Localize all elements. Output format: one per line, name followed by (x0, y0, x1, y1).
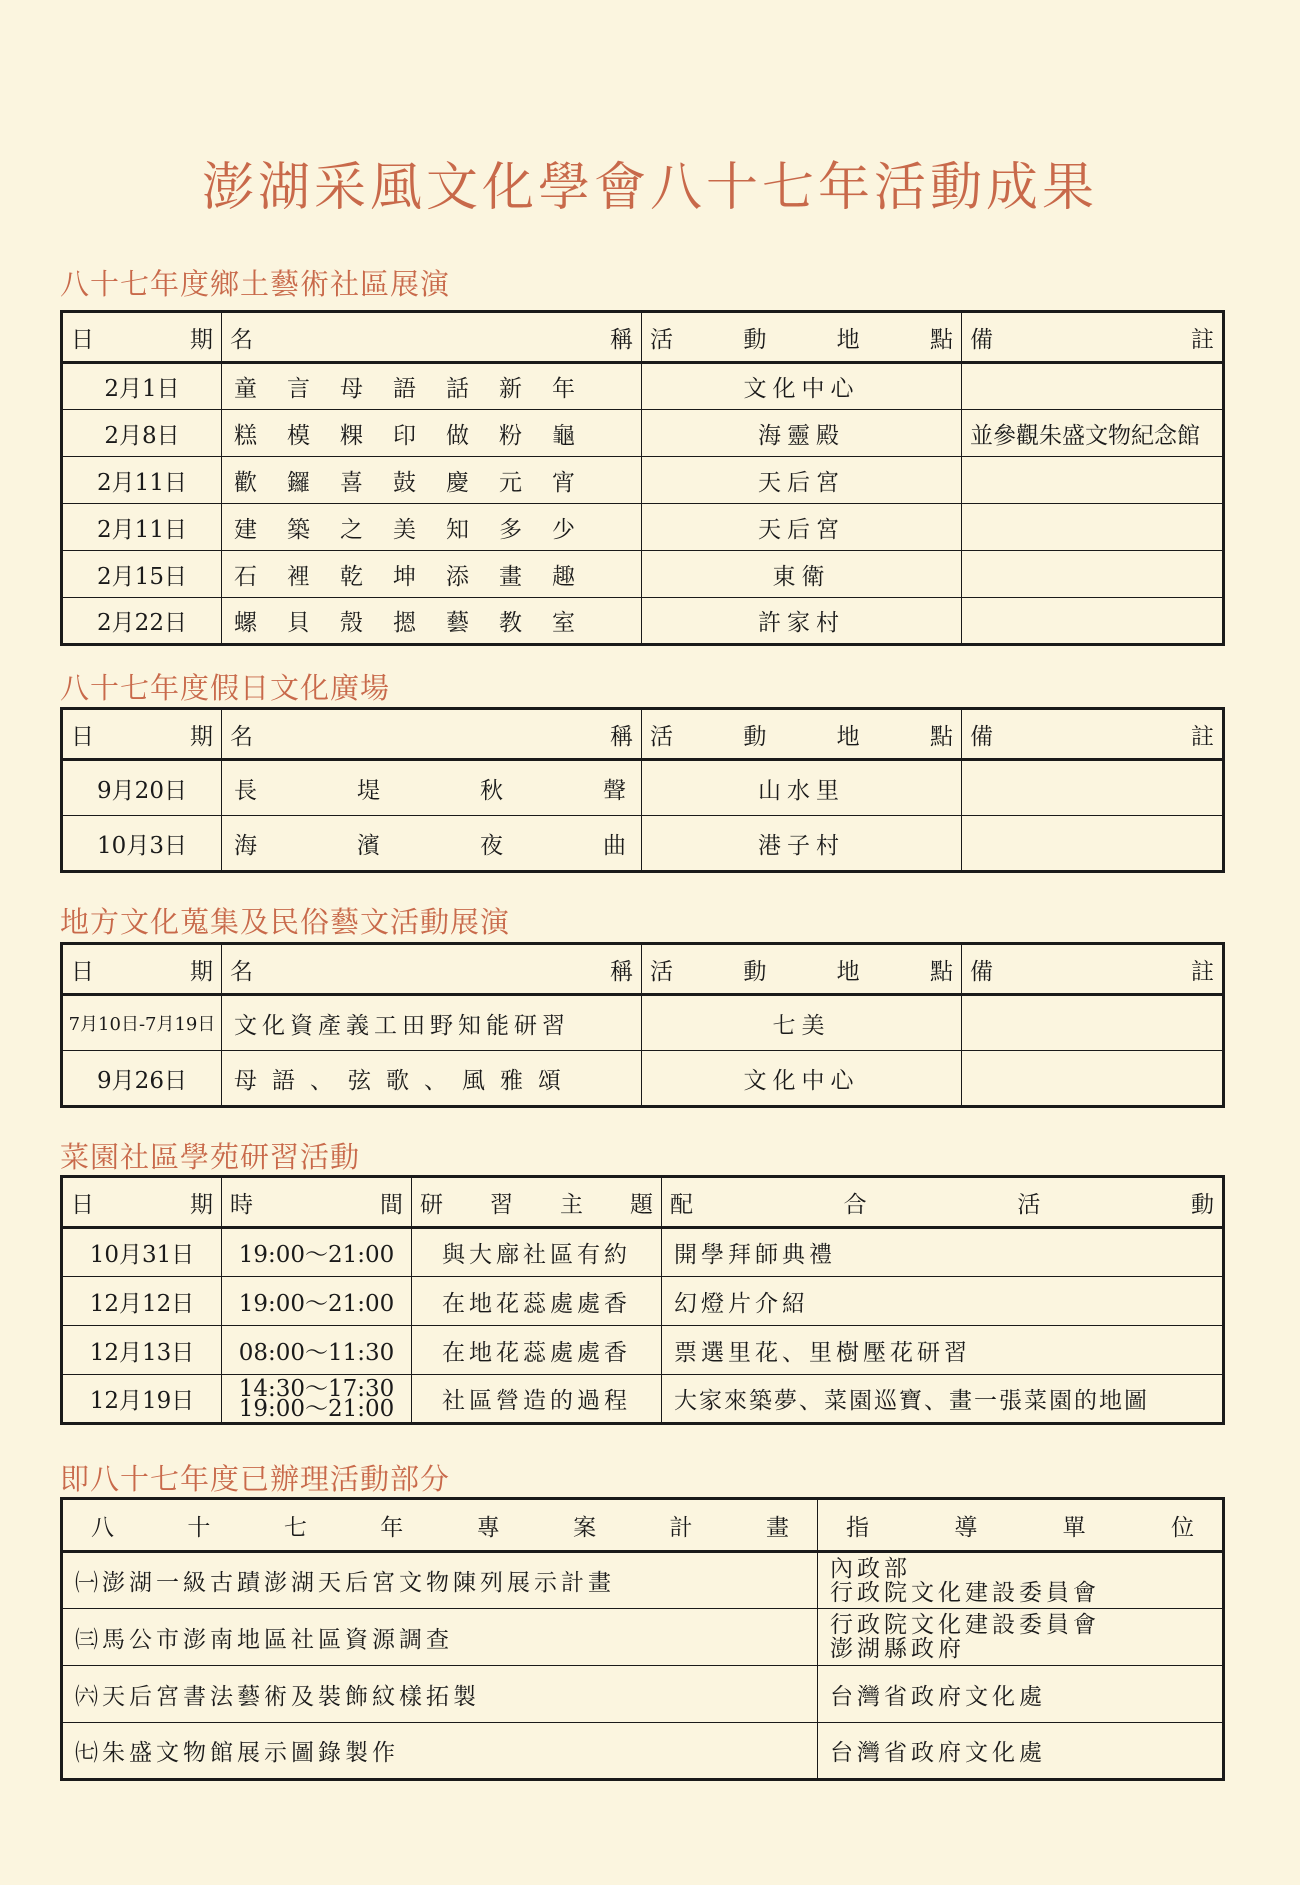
section-heading-completed: 即八十七年度已辦理活動部分 (60, 1462, 451, 1496)
row-place: 許家村 (642, 598, 962, 645)
row-name: 歡鑼喜鼓慶元宵 (222, 457, 642, 504)
row-activity: 票選里花、里樹壓花研習 (662, 1326, 1224, 1375)
row-name: 糕模粿印做粉龜 (222, 410, 642, 457)
header-name: 名 稱 (222, 312, 642, 363)
table-row (62, 1375, 1224, 1424)
row-activity: 大家來築夢、菜園巡寶、畫一張菜園的地圖 (662, 1375, 1224, 1424)
row-date: 2月22日 (62, 598, 222, 645)
table-row (62, 760, 1224, 816)
table-row (62, 551, 1224, 598)
row-time: 19:00～21:00 (222, 1277, 412, 1326)
table-holiday-plaza (60, 707, 1225, 873)
header-note: 備 註 (962, 944, 1224, 995)
header-topic: 研 習 主 題 (412, 1177, 662, 1228)
row-unit-second: 行政院文化建設委員會 (830, 1579, 1100, 1606)
header-place: 活 動 地 點 (642, 312, 962, 363)
row-note (962, 504, 1224, 551)
row-time: 08:00～11:30 (222, 1326, 412, 1375)
row-unit-first: 台灣省政府文化處 (830, 1683, 1046, 1710)
header-time: 時 間 (222, 1177, 412, 1228)
row-unit-first: 台灣省政府文化處 (830, 1740, 1046, 1766)
header-unit: 指 導 單 位 (818, 1499, 1224, 1552)
row-plan: ㈦朱盛文物館展示圖錄製作 (62, 1723, 818, 1780)
table-row (62, 504, 1224, 551)
table-row (62, 995, 1224, 1051)
table-row (62, 363, 1224, 410)
table-row (62, 457, 1224, 504)
header-plan: 八 十 七 年 專 案 計 畫 (62, 1499, 818, 1552)
row-date: 7月10日-7月19日 (62, 995, 222, 1051)
table-folk-culture (60, 942, 1225, 1108)
table-completed (60, 1497, 1225, 1781)
table-row (62, 1609, 1224, 1666)
row-date: 2月15日 (62, 551, 222, 598)
section-heading-folk-art: 八十七年度鄉土藝術社區展演 (60, 267, 451, 301)
header-date: 日 期 (62, 1177, 222, 1228)
row-note (962, 551, 1224, 598)
row-activity: 幻燈片介紹 (662, 1277, 1224, 1326)
row-name: 海濱夜曲 (222, 816, 642, 872)
row-place: 文化中心 (642, 1051, 962, 1107)
row-time-first: 14:30～17:30 (238, 1375, 395, 1402)
row-topic: 在地花蕊處處香 (412, 1277, 662, 1326)
row-note (962, 1051, 1224, 1107)
table-row (62, 1277, 1224, 1326)
row-date: 2月1日 (62, 363, 222, 410)
row-date: 12月19日 (62, 1375, 222, 1424)
row-date: 2月8日 (62, 410, 222, 457)
header-place: 活 動 地 點 (642, 944, 962, 995)
row-note (962, 995, 1224, 1051)
row-place: 港子村 (642, 816, 962, 872)
row-plan: ㈠澎湖一級古蹟澎湖天后宮文物陳列展示計畫 (62, 1552, 818, 1609)
header-activity: 配 合 活 動 (662, 1177, 1224, 1228)
table-row (62, 1552, 1224, 1609)
table-row (62, 1723, 1224, 1780)
table-row (62, 1051, 1224, 1107)
row-topic: 與大廍社區有約 (412, 1228, 662, 1277)
table-row (62, 816, 1224, 872)
row-date: 2月11日 (62, 504, 222, 551)
row-date: 2月11日 (62, 457, 222, 504)
header-name: 名 稱 (222, 709, 642, 760)
row-unit-first: 內政部 (830, 1555, 911, 1582)
row-date: 9月26日 (62, 1051, 222, 1107)
row-date: 10月31日 (62, 1228, 222, 1277)
row-place: 海靈殿 (642, 410, 962, 457)
row-unit (818, 1609, 1224, 1666)
row-unit-first: 行政院文化建設委員會 (830, 1612, 1100, 1638)
row-note (962, 457, 1224, 504)
header-name: 名 稱 (222, 944, 642, 995)
row-note (962, 598, 1224, 645)
row-place: 天后宮 (642, 457, 962, 504)
header-place: 活 動 地 點 (642, 709, 962, 760)
table-folk-art (60, 310, 1225, 646)
table-row (62, 1228, 1224, 1277)
row-name: 文化資產義工田野知能研習 (222, 995, 642, 1051)
row-note (962, 816, 1224, 872)
row-place: 七美 (642, 995, 962, 1051)
table-caiyuan (60, 1175, 1225, 1425)
table-row (62, 1666, 1224, 1723)
table-row (62, 1326, 1224, 1375)
row-unit-second: 澎湖縣政府 (830, 1636, 965, 1662)
table-row (62, 410, 1224, 457)
row-unit (818, 1552, 1224, 1609)
header-date: 日 期 (62, 312, 222, 363)
row-place: 山水里 (642, 760, 962, 816)
header-date: 日 期 (62, 709, 222, 760)
section-heading-folk-culture: 地方文化蒐集及民俗藝文活動展演 (60, 905, 511, 939)
section-heading-caiyuan: 菜園社區學苑研習活動 (60, 1140, 361, 1174)
row-name: 童言母語話新年 (222, 363, 642, 410)
header-date: 日 期 (62, 944, 222, 995)
row-topic: 社區營造的過程 (412, 1375, 662, 1424)
row-place: 文化中心 (642, 363, 962, 410)
page-title: 澎湖采風文化學會八十七年活動成果 (201, 158, 1098, 218)
row-note (962, 760, 1224, 816)
header-note: 備 註 (962, 312, 1224, 363)
row-time-second: 19:00～21:00 (238, 1395, 395, 1422)
row-activity: 開學拜師典禮 (662, 1228, 1224, 1277)
row-note (962, 363, 1224, 410)
row-name: 石裡乾坤添畫趣 (222, 551, 642, 598)
header-note: 備 註 (962, 709, 1224, 760)
row-date: 12月13日 (62, 1326, 222, 1375)
row-name: 母語、弦歌、風雅頌 (222, 1051, 642, 1107)
row-place: 東衛 (642, 551, 962, 598)
row-plan: ㈥天后宮書法藝術及裝飾紋樣拓製 (62, 1666, 818, 1723)
row-time: 19:00～21:00 (222, 1228, 412, 1277)
row-note: 並參觀朱盛文物紀念館 (962, 410, 1224, 457)
row-plan: ㈢馬公市澎南地區社區資源調查 (62, 1609, 818, 1666)
row-unit (818, 1723, 1224, 1780)
section-heading-holiday-plaza: 八十七年度假日文化廣場 (60, 671, 391, 705)
row-name: 建築之美知多少 (222, 504, 642, 551)
table-row (62, 598, 1224, 645)
row-unit (818, 1666, 1224, 1723)
row-date: 10月3日 (62, 816, 222, 872)
row-place: 天后宮 (642, 504, 962, 551)
row-name: 長堤秋聲 (222, 760, 642, 816)
row-date: 12月12日 (62, 1277, 222, 1326)
row-date: 9月20日 (62, 760, 222, 816)
row-name: 螺貝殼摁藝教室 (222, 598, 642, 645)
row-topic: 在地花蕊處處香 (412, 1326, 662, 1375)
row-time (222, 1375, 412, 1424)
